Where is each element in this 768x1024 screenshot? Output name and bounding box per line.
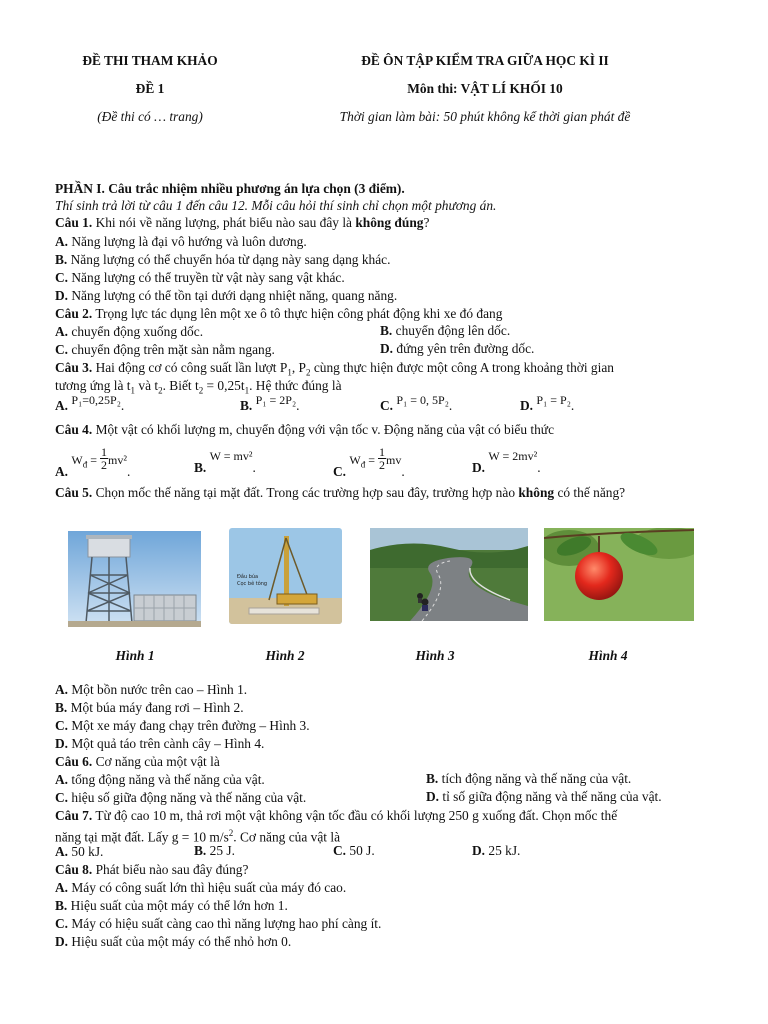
q8-stem: Câu 8. Phát biểu nào sau đây đúng? <box>55 862 249 877</box>
figure-3-motorbike-road <box>370 528 528 621</box>
q7-stem-line1: Câu 7. Từ độ cao 10 m, thả rơi một vật không vận tốc đầu có khối lượng 250 g xuống đất. Chọn mốc thế <box>55 808 618 823</box>
q1-option-c: C. Năng lượng có thể truyền từ vật này sang vật khác. <box>55 270 345 285</box>
q5-stem: Câu 5. Chọn mốc thế năng tại mặt đất. Trong các trường hợp sau đây, trường hợp nào không có thế năng? <box>55 485 626 500</box>
figure-4-caption: Hình 4 <box>588 648 628 663</box>
q5-option-d: D. Một quả táo trên cành cây – Hình 4. <box>55 736 265 751</box>
q1-option-a: A. Năng lượng là đại vô hướng và luôn dương. <box>55 234 307 249</box>
figure-1-water-tower <box>68 531 201 627</box>
q1-text-end: ? <box>423 215 430 230</box>
q2-option-c: C. chuyển động trên mặt sàn nằm ngang. <box>55 342 275 357</box>
q2-option-a: A. chuyển động xuống dốc. <box>55 324 204 339</box>
q3-option-d: D. P₁ = P₂. <box>520 393 575 413</box>
q3-stem-line1: Câu 3. Hai động cơ có công suất lần lượt $P_1$, $P_2$ cùng thực hiện được một công A trong khoảng thời gian <box>55 360 614 378</box>
q4-option-b: B. W = mv². <box>194 449 256 475</box>
q1-stem <box>55 214 429 231</box>
q5-option-b: B. Một búa máy đang rơi – Hình 2. <box>55 700 244 715</box>
q4-stem: Câu 4. Một vật có khối lượng m, chuyển động với vận tốc v. Động năng của vật có biểu thức <box>55 422 555 437</box>
q2-stem: Câu 2. Trọng lực tác dụng lên một xe ô tô thực hiện công phát động khi xe đó đang <box>55 306 503 321</box>
q6-option-d: D. tỉ số giữa động năng và thế năng của vật. <box>426 789 662 804</box>
svg-text:Cọc bê tông: Cọc bê tông <box>237 581 268 587</box>
figure-1-caption: Hình 1 <box>115 648 155 663</box>
figure-2-caption: Hình 2 <box>265 648 305 663</box>
q1-label: Câu 1. <box>55 215 93 230</box>
q1-option-d: D. Năng lượng có thể tồn tại dưới dạng nhiệt năng, quang năng. <box>55 288 398 303</box>
q1-text: Khi nói về năng lượng, phát biểu nào sau đây là <box>92 215 356 230</box>
q1-emphasis: không đúng <box>355 215 424 230</box>
q8-option-a: A. Máy có công suất lớn thì hiệu suất của máy đó cao. <box>55 880 347 895</box>
q1-option-b: B. Năng lượng có thể chuyển hóa từ dạng này sang dạng khác. <box>55 252 391 267</box>
exam-code: ĐỀ 1 <box>135 81 165 96</box>
q6-option-b: B. tích động năng và thế năng của vật. <box>426 771 632 786</box>
q3-option-b: B. P₁ = 2P₂. <box>240 393 300 413</box>
q7-stem-line2: năng tại mặt đất. Lấy g = 10 $m/s^2$. Cơ năng của vật là <box>55 828 341 845</box>
q7-option-c: C. 50 J. <box>333 843 375 858</box>
part-title: PHẦN I. Câu trắc nhiệm nhiều phương án lựa chọn (3 điểm). <box>55 181 405 196</box>
q4-option-c: C. $W_đ$ = $\frac{1}{2}$ mv. <box>333 445 405 479</box>
q3-option-c: C. P₁ = 0, 5P₂. <box>380 393 453 413</box>
figure-4-apple-on-branch <box>544 528 694 621</box>
figure-2-pile-driver <box>229 528 342 624</box>
q7-option-a: A. 50 kJ. <box>55 844 104 859</box>
q5-option-c: C. Một xe máy đang chạy trên đường – Hình 3. <box>55 718 310 733</box>
q3-option-a: A. P₁=0,25P₂. <box>55 393 125 413</box>
exam-subject: Môn thi: VẬT LÍ KHỐI 10 <box>407 81 563 96</box>
q6-stem: Câu 6. Cơ năng của một vật là <box>55 754 220 769</box>
q7-option-b: B. 25 J. <box>194 843 235 858</box>
svg-text:Đầu búa: Đầu búa <box>237 574 259 580</box>
q8-option-c: C. Máy có hiệu suất càng cao thì năng lượng hao phí càng ít. <box>55 916 382 931</box>
q2-option-b: B. chuyển động lên dốc. <box>380 323 511 338</box>
exam-title: ĐỀ ÔN TẬP KIỂM TRA GIỮA HỌC KÌ II <box>361 53 609 68</box>
q6-option-a: A. tổng động năng và thế năng của vật. <box>55 772 265 787</box>
q2-option-d: D. đứng yên trên đường dốc. <box>380 341 535 356</box>
q5-option-a: A. Một bồn nước trên cao – Hình 1. <box>55 682 248 697</box>
q6-option-c: C. hiệu số giữa động năng và thế năng của vật. <box>55 790 307 805</box>
exam-time: Thời gian làm bài: 50 phút không kể thời gian phát đề <box>339 109 631 124</box>
part-instruction: Thí sinh trả lời từ câu 1 đến câu 12. Mỗi câu hỏi thí sinh chỉ chọn một phương án. <box>55 198 497 213</box>
q4-option-d: D. W = 2mv². <box>472 449 541 475</box>
page-note: (Đề thi có … trang) <box>97 109 203 124</box>
q3-stem-line2: tương ứng là $t_1$ và $t_2$. Biết $t_2 = 0,25t_1$. Hệ thức đúng là <box>55 378 342 396</box>
figure-3-caption: Hình 3 <box>415 648 455 663</box>
q8-option-b: B. Hiệu suất của một máy có thể lớn hơn 1. <box>55 898 288 913</box>
left-title: ĐỀ THI THAM KHẢO <box>82 53 218 68</box>
q7-option-d: D. 25 kJ. <box>472 843 521 858</box>
q4-option-a: A. $W_đ$ = $\frac{1}{2}$ mv². <box>55 445 131 479</box>
q8-option-d: D. Hiệu suất của một máy có thể nhỏ hơn 0. <box>55 934 292 949</box>
